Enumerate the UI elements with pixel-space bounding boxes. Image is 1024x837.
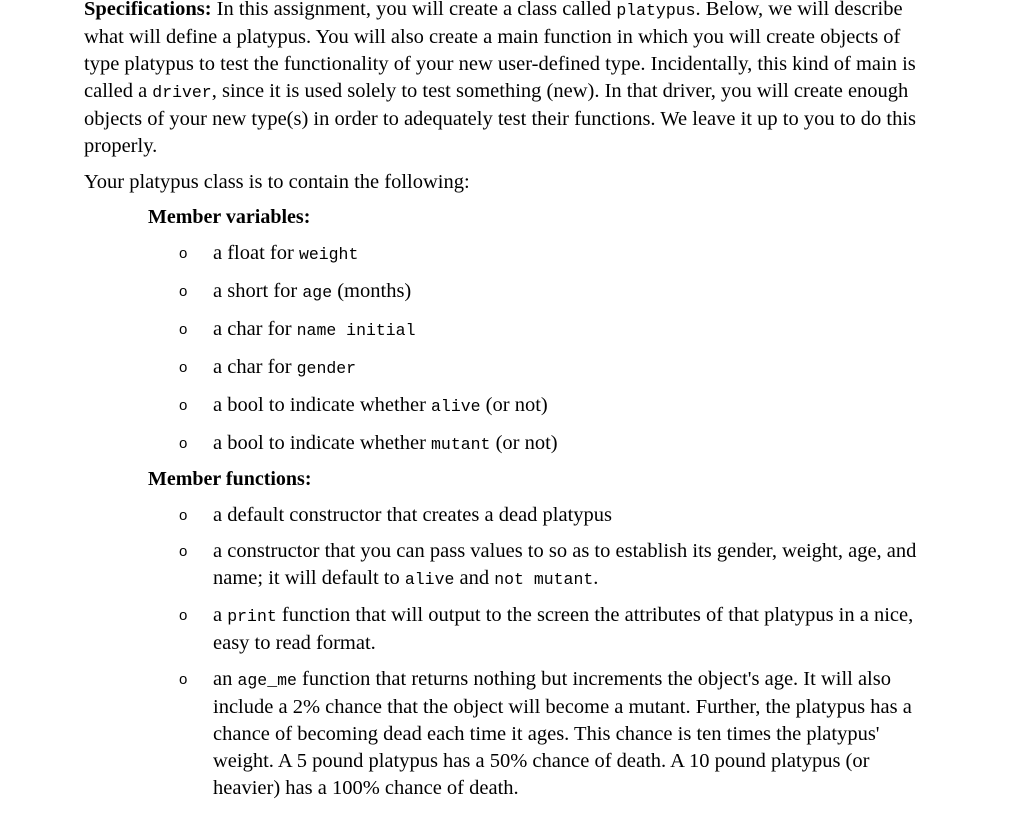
item-code: mutant [431,435,491,454]
bullet-icon: o [179,283,188,300]
item-code: not mutant [494,570,594,589]
list-item [179,240,934,268]
specifications-paragraph [84,0,934,160]
item-text: function that returns nothing but increments the object's age. It will also include a 2% chance that the object will become a mutant. Further, the platypus has a chance of becoming dead each time it ages. This chance is ten times the platypus' weight. A 5 pound platypus has a 50% chance of death. A 10 pound platypus (or heavier) has a 100% chance of death. [213,668,912,799]
item-text: a [213,604,228,626]
bullet-icon: o [179,435,188,452]
item-text: a char for [213,318,297,340]
item-text: a bool to indicate whether [213,432,432,454]
item-code: print [227,607,277,626]
list-item [179,502,934,529]
item-text-tail: (months) [332,280,412,302]
item-text: a float for [213,242,299,264]
item-text: a constructor that you can pass values to so as to establish its gender, weight, age, and name; it will default to [213,540,917,589]
intro-text-1: In this assignment, you will create a class called [211,0,617,20]
intro-text-2: . Below, we will describe what will define a platypus. You will also create a main function in which you will create objects of type platypus to test the functionality of your new user-defined type. Incidentally, this kind of main is called a [84,0,916,102]
list-item [179,354,934,382]
member-functions-list [84,502,934,802]
bullet-icon: o [179,543,188,560]
class-name-code: platypus [616,1,696,20]
item-text: a default constructor that creates a dead platypus [213,504,613,526]
item-code: gender [296,359,357,378]
bullet-icon: o [179,397,188,414]
member-functions-heading: Member functions: [148,468,312,490]
specifications-label: Specifications: [84,0,212,20]
item-text: and [454,567,495,589]
bullet-icon: o [179,359,188,376]
item-text: function that will output to the screen the attributes of that platypus in a nice, easy to read format. [213,604,914,654]
list-item [179,430,934,458]
member-variables-heading: Member variables: [148,206,311,228]
item-code: age [302,283,333,302]
item-text: an [213,668,238,690]
item-text: . [593,567,599,589]
bullet-icon: o [179,607,188,624]
bullet-icon: o [179,507,188,524]
list-item [179,538,934,593]
item-text-tail: (or not) [490,432,558,454]
member-variables-list [84,240,934,458]
bullet-icon: o [179,245,188,262]
item-code: weight [298,245,359,264]
contain-paragraph: Your platypus class is to contain the following: [84,171,470,193]
document-page [84,0,934,802]
list-item [179,392,934,420]
item-text: a short for [213,280,303,302]
list-item [179,602,934,657]
item-text: a bool to indicate whether [213,394,432,416]
intro-text-3: , since it is used solely to test something (new). In that driver, you will create enough objects of your new type(s) in order to adequately test their functions. We leave it up to you to do this properly. [84,80,917,157]
item-code: age_me [237,671,297,690]
item-code: alive [431,397,481,416]
item-code: alive [404,570,455,589]
list-item [179,316,934,344]
list-item [179,666,934,802]
item-text: a char for [213,356,297,378]
item-code: name initial [296,321,416,340]
driver-code: driver [152,83,212,102]
item-text-tail: (or not) [480,394,548,416]
list-item [179,278,934,306]
bullet-icon: o [179,321,188,338]
bullet-icon: o [179,671,188,688]
